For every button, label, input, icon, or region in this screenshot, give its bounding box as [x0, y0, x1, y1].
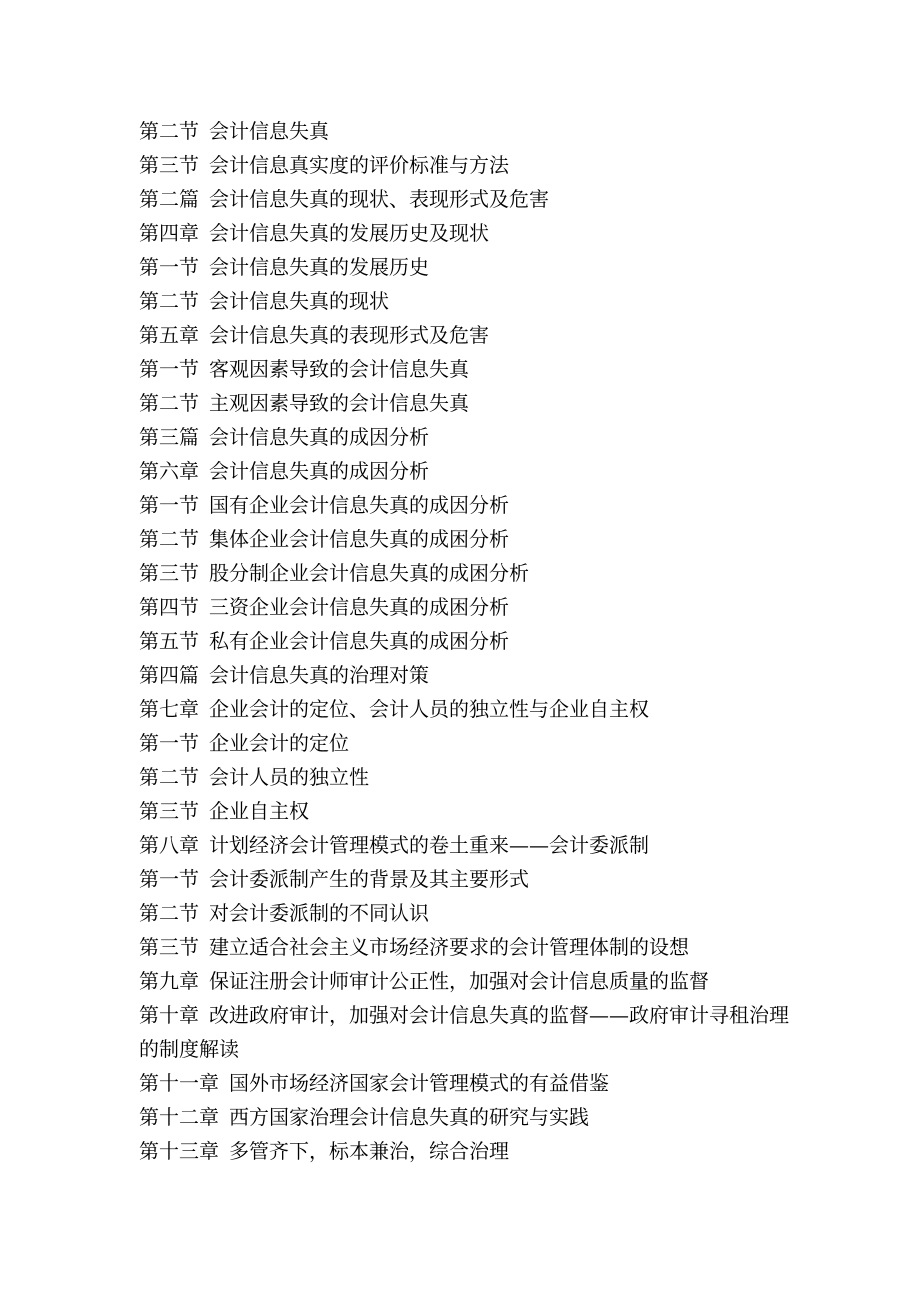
toc-entry-number: 第二篇: [139, 187, 199, 211]
toc-entry-title: 国外市场经济国家会计管理模式的有益借鉴: [229, 1071, 609, 1095]
toc-entry-title: 集体企业会计信息失真的成困分析: [209, 527, 509, 551]
toc-entry: [139, 216, 789, 250]
toc-entry-number: 第一节: [139, 867, 199, 891]
toc-entry-number: 第四章: [139, 221, 199, 245]
toc-entry-title: 企业自主权: [209, 799, 309, 823]
toc-entry-title: 会计信息失真的现状: [209, 289, 389, 313]
toc-entry-number: 第一节: [139, 493, 199, 517]
toc-entry: [139, 658, 789, 692]
toc-entry-title: 会计人员的独立性: [209, 765, 369, 789]
toc-entry: [139, 386, 789, 420]
toc-entry: [139, 556, 789, 590]
toc-entry: [139, 624, 789, 658]
toc-entry: [139, 896, 789, 930]
toc-entry-number: 第一节: [139, 255, 199, 279]
toc-entry-title: 国有企业会计信息失真的成因分析: [209, 493, 509, 517]
toc-entry: [139, 828, 789, 862]
toc-entry-number: 第二节: [139, 289, 199, 313]
toc-entry-number: 第五节: [139, 629, 199, 653]
toc-entry-number: 第二节: [139, 765, 199, 789]
toc-entry-number: 第十一章: [139, 1071, 219, 1095]
toc-entry-number: 第三篇: [139, 425, 199, 449]
toc-entry: [139, 726, 789, 760]
toc-entry-title: 会计信息失真的发展历史: [209, 255, 429, 279]
toc-entry: [139, 420, 789, 454]
toc-entry-number: 第九章: [139, 969, 199, 993]
toc-entry-title: 多管齐下，标本兼治，综合治理: [229, 1139, 509, 1163]
toc-entry-title: 会计信息失真的发展历史及现状: [209, 221, 489, 245]
toc-entry: [139, 488, 789, 522]
toc-entry-number: 第二节: [139, 391, 199, 415]
toc-entry: [139, 1066, 789, 1100]
toc-entry-number: 第二节: [139, 901, 199, 925]
toc-entry-title: 会计信息失真: [209, 119, 329, 143]
toc-entry-title: 会计信息失真的成因分析: [209, 459, 429, 483]
toc-entry: [139, 590, 789, 624]
toc-entry: [139, 692, 789, 726]
toc-entry: [139, 862, 789, 896]
toc-entry-number: 第三节: [139, 799, 199, 823]
toc-entry: [139, 182, 789, 216]
toc-entry-title: 改进政府审计，加强对会计信息失真的监督——政府审计寻租治理的制度解读: [139, 1003, 789, 1061]
toc-entry: [139, 250, 789, 284]
toc-entry: [139, 284, 789, 318]
toc-entry: [139, 454, 789, 488]
toc-entry: [139, 1100, 789, 1134]
toc-entry-title: 西方国家治理会计信息失真的研究与实践: [229, 1105, 589, 1129]
toc-entry-number: 第三节: [139, 935, 199, 959]
toc-entry: [139, 964, 789, 998]
toc-entry: [139, 998, 789, 1066]
toc-entry-title: 企业会计的定位、会计人员的独立性与企业自主权: [209, 697, 649, 721]
toc-entry: [139, 930, 789, 964]
toc-entry-title: 计划经济会计管理模式的卷土重来——会计委派制: [209, 833, 649, 857]
toc-entry: [139, 760, 789, 794]
toc-entry-number: 第七章: [139, 697, 199, 721]
toc-entry-title: 会计信息失真的成因分析: [209, 425, 429, 449]
table-of-contents: [139, 114, 789, 1168]
toc-entry-number: 第三节: [139, 153, 199, 177]
toc-entry-number: 第二节: [139, 527, 199, 551]
toc-entry-title: 会计信息真实度的评价标准与方法: [209, 153, 509, 177]
toc-entry-number: 第一节: [139, 731, 199, 755]
toc-entry-number: 第八章: [139, 833, 199, 857]
toc-entry-title: 会计信息失真的现状、表现形式及危害: [209, 187, 549, 211]
toc-entry: [139, 794, 789, 828]
toc-entry-number: 第四篇: [139, 663, 199, 687]
toc-entry-number: 第六章: [139, 459, 199, 483]
toc-entry: [139, 318, 789, 352]
toc-entry-number: 第十章: [139, 1003, 199, 1027]
toc-entry-title: 会计信息失真的表现形式及危害: [209, 323, 489, 347]
toc-entry-title: 对会计委派制的不同认识: [209, 901, 429, 925]
toc-entry-title: 会计信息失真的治理对策: [209, 663, 429, 687]
toc-entry-title: 建立适合社会主义市场经济要求的会计管理体制的设想: [209, 935, 689, 959]
toc-entry-title: 股分制企业会计信息失真的成困分析: [209, 561, 529, 585]
toc-entry-number: 第一节: [139, 357, 199, 381]
toc-entry-number: 第十二章: [139, 1105, 219, 1129]
toc-entry-title: 三资企业会计信息失真的成困分析: [209, 595, 509, 619]
toc-entry: [139, 522, 789, 556]
toc-entry-title: 私有企业会计信息失真的成困分析: [209, 629, 509, 653]
toc-entry-number: 第五章: [139, 323, 199, 347]
toc-entry-title: 企业会计的定位: [209, 731, 349, 755]
toc-entry: [139, 352, 789, 386]
toc-entry-title: 主观因素导致的会计信息失真: [209, 391, 469, 415]
toc-entry-number: 第十三章: [139, 1139, 219, 1163]
toc-entry-number: 第四节: [139, 595, 199, 619]
toc-entry-number: 第三节: [139, 561, 199, 585]
toc-entry-number: 第二节: [139, 119, 199, 143]
toc-entry: [139, 114, 789, 148]
toc-entry: [139, 148, 789, 182]
toc-entry-title: 客观因素导致的会计信息失真: [209, 357, 469, 381]
toc-entry: [139, 1134, 789, 1168]
toc-entry-title: 保证注册会计师审计公正性，加强对会计信息质量的监督: [209, 969, 709, 993]
toc-entry-title: 会计委派制产生的背景及其主要形式: [209, 867, 529, 891]
